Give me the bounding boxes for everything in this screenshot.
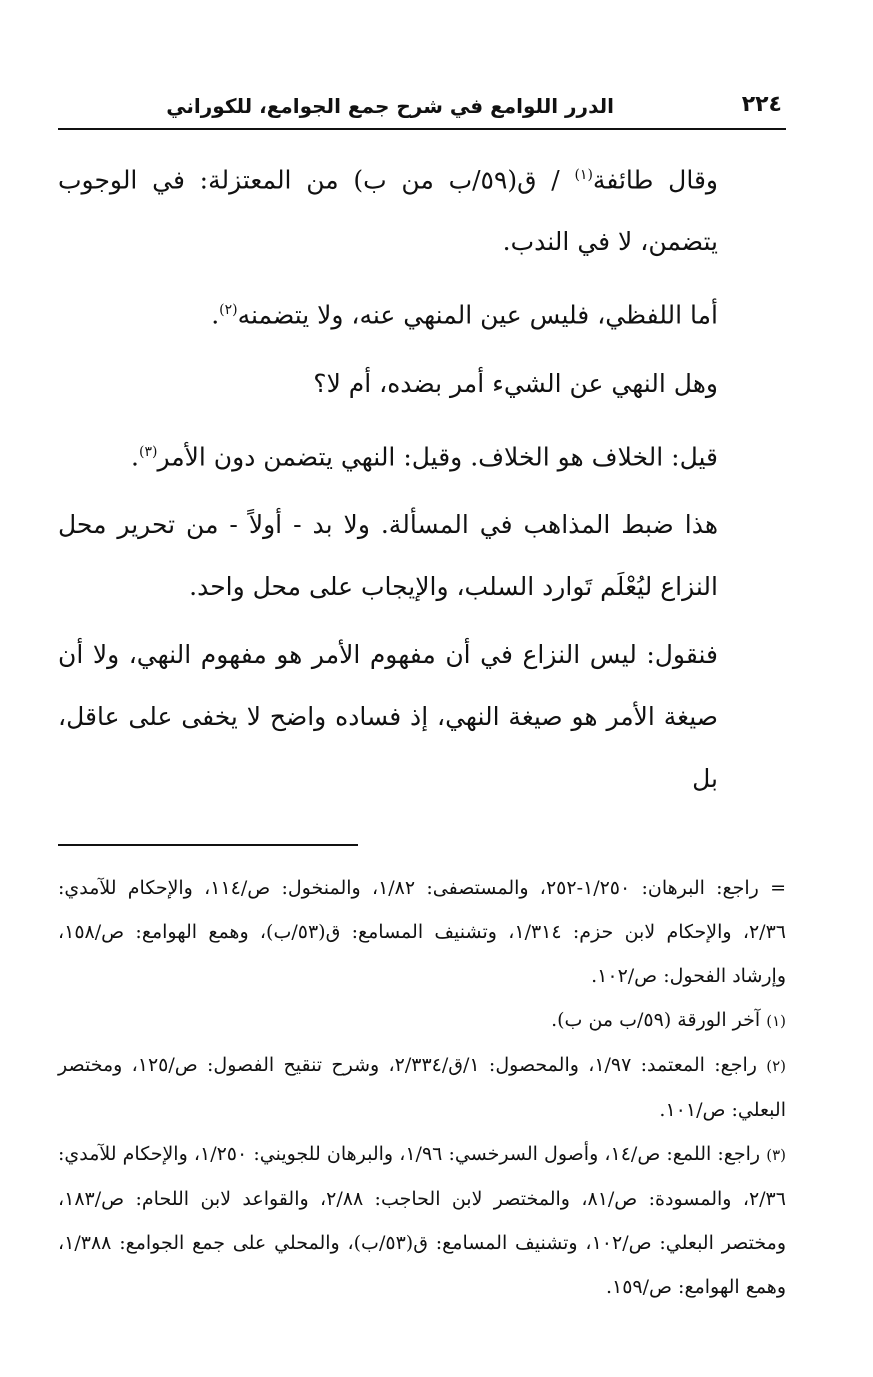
- footnote-ref: (٢): [219, 302, 238, 319]
- footnote: (٣) راجع: اللمع: ص/١٤، وأصول السرخسي: ١/٩٦، والبرهان للجويني: ١/٢٥٠، والإحكام للآمدي: ٢/٣٦، والمسودة: ص/٨١، والمختصر لابن الحاجب: ٢/٨٨، والقواعد لابن اللحام: ص/١٨٣، ومختصر البعلي: ص/١٠٢، وتشنيف المسامع: ق(٥٣/ب)، والمحلي على جمع الجوامع: ١/٣٨٨، وهمع الهوامع: ص/١٥٩.: [58, 1142, 787, 1298]
- paragraph: فنقول: ليس النزاع في أن مفهوم الأمر هو مفهوم النهي، ولا أن صيغة الأمر هو صيغة النهي، إذ فساده واضح لا يخفى على عاقل، بل: [58, 639, 718, 793]
- footnote-continuation: = راجع: البرهان: ١/٢٥٠-٢٥٢، والمستصفى: ١/٨٢، والمنخول: ص/١١٤، والإحكام للآمدي: ٢/٣٦، والإحكام لابن حزم: ١/٣١٤، وتشنيف المسامع: ق(٥٣/ب)، وهمع الهوامع: ص/١٥٨، وإرشاد الفحول: ص/١٠٢.: [58, 876, 787, 987]
- main-text: [58, 144, 786, 810]
- running-header: [58, 88, 786, 130]
- page-number: ٢٢٤: [741, 92, 782, 117]
- paragraph: وهل النهي عن الشيء أمر بضده، أم لا؟: [313, 368, 718, 398]
- paragraph: أما اللفظي، فليس عين المنهي عنه، ولا يتضمنه$^{(٢)}$.: [211, 300, 718, 330]
- footnotes: [58, 866, 786, 1309]
- footnote-ref: (١): [574, 167, 593, 183]
- paragraph: هذا ضبط المذاهب في المسألة. ولا بد - أولاً - من تحرير محل النزاع ليُعْلَم تَوارد السلب، والإيجاب على محل واحد.: [58, 509, 718, 601]
- paragraph: قيل: الخلاف هو الخلاف. وقيل: النهي يتضمن دون الأمر$^{(٣)}$.: [131, 441, 718, 471]
- footnote: (٢) راجع: المعتمد: ١/٩٧، والمحصول: ١/ق/٢/٣٣٤، وشرح تنقيح الفصول: ص/١٢٥، ومختصر البعلي: ص/١٠١.: [58, 1053, 787, 1121]
- footnote-number: (٢): [766, 1056, 787, 1075]
- footnote: (١) آخر الورقة (٥٩/ب من ب).: [551, 1008, 786, 1031]
- footnote-number: (٣): [766, 1145, 786, 1164]
- footnote-ref: (٣): [138, 443, 158, 460]
- footnote-number: (١): [766, 1011, 786, 1030]
- book-page: [58, 88, 786, 1309]
- footnote-separator: [58, 844, 358, 846]
- paragraph: وقال طائفة$^{(١)}$ / ق(٥٩/ب من ب) من المعتزلة: في الوجوب يتضمن، لا في الندب.: [58, 165, 718, 257]
- running-title: الدرر اللوامع في شرح جمع الجوامع، للكوراني: [166, 94, 614, 118]
